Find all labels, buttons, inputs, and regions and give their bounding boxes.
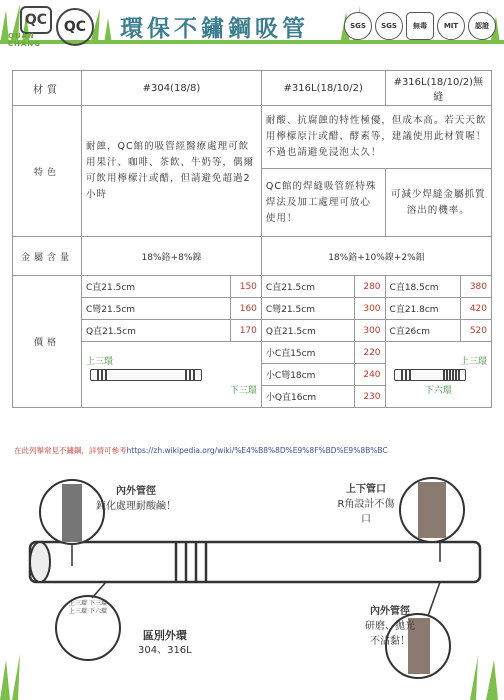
price-seam-value: 520 — [461, 320, 492, 342]
mini-label: 上三環 — [69, 600, 88, 607]
mini-label: 下六環 — [88, 608, 107, 615]
qc-seal: QC — [56, 8, 94, 46]
callout-inner-desc: 鈍化處理耐酸鹼！ — [96, 501, 176, 512]
price-316-value: 280 — [354, 276, 385, 298]
ring-bottom-seam: 下六環 — [424, 385, 452, 396]
price-row — [13, 342, 492, 364]
ring-illustration-304 — [82, 342, 262, 408]
feature-row — [13, 106, 492, 169]
brand-word: QUAN CHANG — [8, 32, 42, 48]
price-seam-value: 420 — [461, 298, 492, 320]
price-304-value: 160 — [230, 298, 261, 320]
metal-316: 18%鉻+10%鎳+2%鉬 — [261, 237, 491, 276]
table-header-row — [13, 71, 492, 106]
price-316-value: 230 — [354, 386, 385, 408]
price-row — [13, 276, 492, 298]
price-seam-value: 380 — [461, 276, 492, 298]
mini-ring-labels — [68, 600, 108, 616]
cert-badge: 認證 — [468, 12, 496, 40]
callout-polish — [362, 604, 418, 649]
price-304-name: C直21.5cm — [82, 276, 231, 298]
price-316-name: 小Q直16cm — [261, 386, 354, 408]
feature-316: 耐酸、抗腐蝕的特性極優，但成本高。若天天飲用檸檬原汁或醋、酵素等，建議使用此材質喔！不過也請避免浸泡太久！ — [261, 106, 491, 169]
callout-polish-title: 內外管徑 — [370, 606, 410, 617]
metal-label: 金屬含量 — [13, 237, 82, 276]
feature-304: 耐蝕，QC館的吸管經醫療處理可飲用果汁、咖啡、茶飲、牛奶等，偶爾可飲用檸檬汁或醋，但請避免超過2小時 — [82, 106, 262, 237]
price-seam-name: C直18.5cm — [385, 276, 460, 298]
price-316-value: 220 — [354, 342, 385, 364]
price-316-value: 300 — [354, 298, 385, 320]
callout-mouth — [336, 482, 396, 527]
ring-bottom-304: 下三環 — [229, 385, 257, 396]
reference-note — [14, 445, 388, 456]
cert-badges — [344, 12, 496, 40]
metal-row — [13, 237, 492, 276]
price-304-value: 170 — [230, 320, 261, 342]
price-304-name: C彎21.5cm — [82, 298, 231, 320]
price-316-name: C彎21.5cm — [261, 298, 354, 320]
straw-seam-icon — [394, 369, 466, 381]
price-304-name: Q直21.5cm — [82, 320, 231, 342]
price-seam-name: C直26cm — [385, 320, 460, 342]
nontoxic-badge: 無毒 — [406, 12, 434, 40]
ring-top-seam: 上三環 — [459, 356, 487, 367]
price-316-name: C直21.5cm — [261, 276, 354, 298]
sgs-badge: SGS — [344, 12, 372, 40]
header-304: #304(18/8) — [82, 71, 262, 106]
header-seamless: #316L(18/10/2)無縫 — [385, 71, 491, 106]
mini-label: 下三環 — [88, 600, 107, 607]
price-row — [13, 320, 492, 342]
callout-ring-title: 區別外環 — [142, 629, 187, 642]
feature-316-qc: QC館的焊縫吸管經特殊焊法及加工處理可放心使用！ — [261, 169, 385, 237]
callout-mouth-desc: R角設計不傷口 — [337, 499, 395, 525]
straw-304-icon — [90, 369, 202, 381]
mit-badge: MIT — [437, 12, 465, 40]
brand-mark: QC — [20, 6, 52, 34]
reference-text: 在此列舉常見不鏽鋼，詳情可參考 — [14, 446, 127, 455]
header-316: #316L(18/10/2) — [261, 71, 385, 106]
callout-inner-title: 內外管徑 — [116, 486, 156, 497]
price-316-name: 小C直15cm — [261, 342, 354, 364]
price-row — [13, 298, 492, 320]
callout-inner — [96, 484, 176, 514]
price-seam-name: C直21.8cm — [385, 298, 460, 320]
callout-ring-desc: 304、316L — [138, 645, 192, 656]
price-304-value: 150 — [230, 276, 261, 298]
callout-ring — [138, 628, 192, 658]
sgs-badge-2: SGS — [375, 12, 403, 40]
feature-seamless: 可減少焊縫金屬抓質溶出的機率。 — [385, 169, 491, 237]
brand-logo — [8, 6, 54, 46]
price-316-value: 240 — [354, 364, 385, 386]
reference-link[interactable]: https://zh.wikipedia.org/wiki/%E4%B8%8D%E9%8F%BD%E9%8B%BC — [126, 446, 388, 455]
ring-illustration-seam — [385, 342, 491, 408]
header-material: 材質 — [13, 71, 82, 106]
callout-polish-desc: 研磨、拋光不沾黏！ — [365, 621, 415, 647]
price-316-name: Q直21.5cm — [261, 320, 354, 342]
price-316-name: 小C彎18cm — [261, 364, 354, 386]
mini-label: 上三環 — [69, 608, 88, 615]
price-label: 價格 — [13, 276, 82, 408]
page-title: 環保不鏽鋼吸管 — [120, 16, 309, 42]
price-316-value: 300 — [354, 320, 385, 342]
callout-mouth-title: 上下管口 — [346, 484, 386, 495]
ring-top-304: 上三環 — [86, 356, 114, 367]
feature-label: 特色 — [13, 106, 82, 237]
metal-304: 18%鉻+8%鎳 — [82, 237, 262, 276]
straw-diagram — [0, 470, 504, 700]
spec-table — [12, 70, 492, 408]
